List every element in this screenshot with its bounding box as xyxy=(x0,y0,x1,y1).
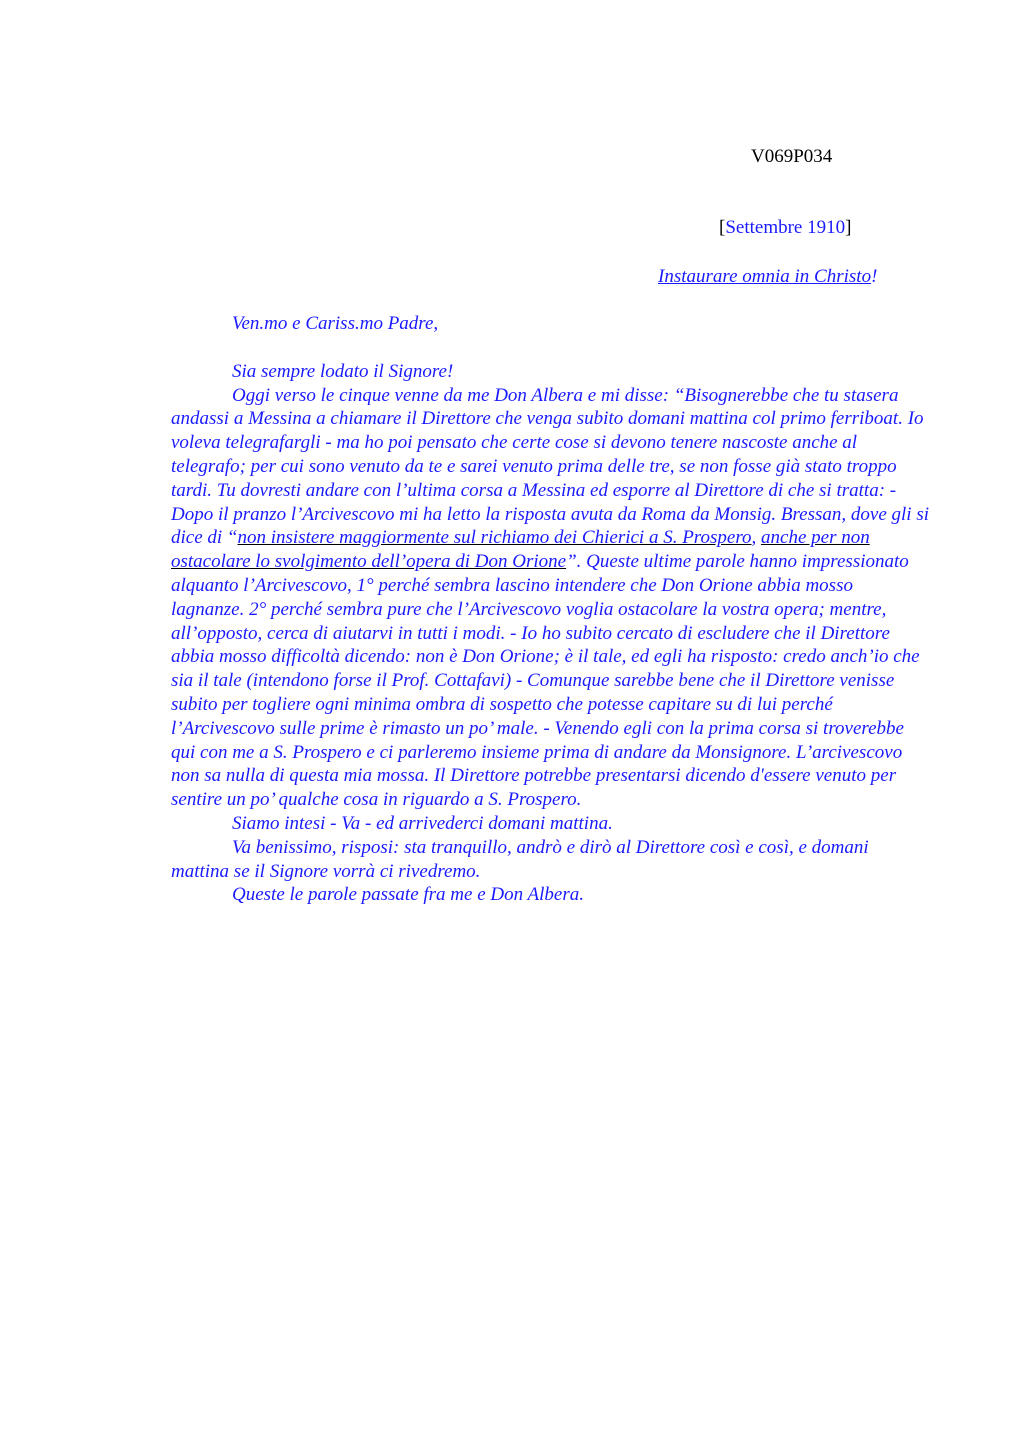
paragraph-agreement: Siamo intesi - Va - ed arrivederci domani mattina. xyxy=(232,812,613,834)
letter-body xyxy=(171,312,929,907)
quoted-comma: , xyxy=(751,527,762,549)
greeting: Sia sempre lodato il Signore! xyxy=(232,360,454,382)
motto xyxy=(658,266,877,288)
paragraph-closing: Queste le parole passate fra me e Don Albera. xyxy=(232,884,584,906)
document-date xyxy=(719,217,851,239)
document-reference: V069P034 xyxy=(751,146,833,167)
salutation: Ven.mo e Cariss.mo Padre, xyxy=(232,313,439,334)
paragraph-gap xyxy=(171,336,929,360)
paragraph-reply: Va benissimo, risposi: sta tranquillo, andrò e dirò al Direttore così e così, e domani mattina se il Signore vorrà ci rivedremo. xyxy=(171,836,869,882)
paragraph-main xyxy=(171,384,929,812)
date-close-bracket: ] xyxy=(845,217,852,238)
motto-suffix: ! xyxy=(871,266,878,287)
paragraph-main-part1: Oggi verso le cinque venne da me Don Albera e mi disse: “Bisognerebbe che tu stasera andassi a Messina a chiamare il Direttore che venga subito domani mattina col primo ferriboat. Io voleva telegrafargli - ma ho poi pensato che certe cose si devono tenere nascoste anche al telegrafo; per cui sono venuto da te e sarei venuto prima delle tre, se non fosse già stato troppo tardi. Tu dovresti andare con l’ultima corsa a Messina ed esporre al Direttore di che si tratta: - Dopo il pranzo l’Arcivescovo mi ha letto la risposta avuta da Roma da Monsig. Bressan, dove gli si dice di “ xyxy=(171,384,929,549)
quoted-phrase-2: anche per non ostacolare lo svolgimento dell’opera di Don Orione xyxy=(171,527,870,573)
paragraph-main-part2: ”. Queste ultime parole hanno impressionato alquanto l’Arcivescovo, 1° perché sembra lascino intendere che Don Orione abbia mosso lagnanze. 2° perché sembra pure che l’Arcivescovo voglia ostacolare la vostra opera; mentre, all’opposto, cerca di aiutarvi in tutti i modi. - Io ho subito cercato di escludere che il Direttore abbia mosso difficoltà dicendo: non è Don Orione; è il tale, ed egli ha risposto: credo anch’io che sia il tale (intendono forse il Prof. Cottafavi) - Comunque sarebbe bene che il Direttore venisse subito per togliere ogni minima ombra di sospetto che potesse capitare su di lui perché l’Arcivescovo sulle prime è rimasto un po’ male. - Venendo egli con la prima corsa si troverebbe qui con me a S. Prospero e ci parleremo insieme prima di andare da Monsignore. L’arcivescovo non sa nulla di questa mia mossa. Il Direttore potrebbe presentarsi dicendo d'essere venuto per sentire un po’ qualche cosa in riguardo a S. Prospero. xyxy=(171,551,920,811)
date-text: Settembre 1910 xyxy=(725,217,846,238)
quoted-phrase-1: non insistere maggiormente sul richiamo dei Chierici a S. Prospero xyxy=(237,527,752,549)
motto-text: Instaurare omnia in Christo xyxy=(658,266,872,287)
date-open-bracket: [ xyxy=(719,217,726,238)
